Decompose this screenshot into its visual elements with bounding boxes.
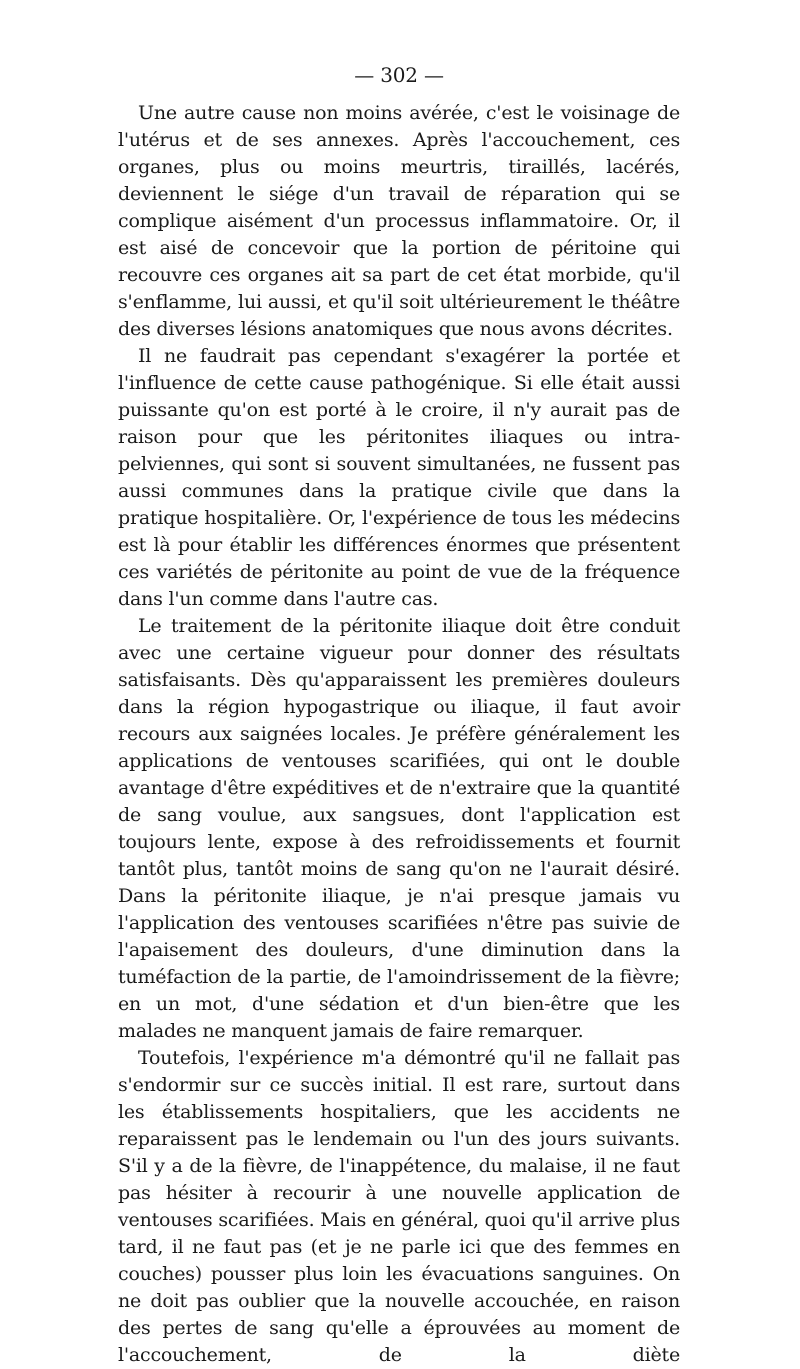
page-number: — 302 — — [354, 63, 444, 87]
paragraph-3: Le traitement de la péritonite iliaque doit être conduit avec une certaine vigueur pour donner des résultats satisfaisants. Dès qu'apparaissent les premières douleurs dans la région hypogastrique ou iliaque, il faut avoir recours aux saignées locales. Je préfère généralement les applications de ventouses scarifiées, qui ont le double avantage d'être expéditives et de n'extraire que la quantité de sang voulue, aux sangsues, dont l'application est toujours lente, expose à des refroidissements et fournit tantôt plus, tantôt moins de sang qu'on ne l'aurait désiré. Dans la péritonite iliaque, je n'ai presque jamais vu l'application des ventouses scarifiées n'être pas suivie de l'apaisement des douleurs, d'une diminution dans la tuméfaction de la partie, de l'amoindrissement de la fièvre; en un mot, d'une sédation et d'un bien-être que les malades ne manquent jamais de faire remarquer. — [118, 615, 680, 1042]
book-page — [118, 58, 680, 1369]
paragraph-1: Une autre cause non moins avérée, c'est le voisinage de l'utérus et de ses annexes. Après l'accouchement, ces organes, plus ou moins meurtris, tiraillés, lacérés, deviennent le siége d'un travail de réparation qui se complique aisément d'un processus inflammatoire. Or, il est aisé de concevoir que la portion de péritoine qui recouvre ces organes ait sa part de cet état morbide, qu'il s'enflamme, lui aussi, et qu'il soit ultérieurement le théâtre des diverses lésions anatomiques que nous avons décrites. — [118, 102, 680, 340]
paragraph-4: Toutefois, l'expérience m'a démontré qu'il ne fallait pas s'endormir sur ce succès initial. Il est rare, surtout dans les établissements hospitaliers, que les accidents ne reparaissent pas le lendemain ou l'un des jours suivants. S'il y a de la fièvre, de l'inappétence, du malaise, il ne faut pas hésiter à recourir à une nouvelle application de ventouses scarifiées. Mais en général, quoi qu'il arrive plus tard, il ne faut pas (et je ne parle ici que des femmes en couches) pousser plus loin les évacuations sanguines. On ne doit pas oublier que la nouvelle accouchée, en raison des pertes de sang qu'elle a éprouvées au moment de l'accouchement, de la diète — [118, 1047, 680, 1366]
paragraph-2: Il ne faudrait pas cependant s'exagérer la portée et l'influence de cette cause pathogénique. Si elle était aussi puissante qu'on est porté à le croire, il n'y aurait pas de raison pour que les péritonites iliaques ou intra-pelviennes, qui sont si souvent simultanées, ne fussent pas aussi communes dans la pratique civile que dans la pratique hospitalière. Or, l'expérience de tous les médecins est là pour établir les différences énormes que présentent ces variétés de péritonite au point de vue de la fréquence dans l'un comme dans l'autre cas. — [118, 345, 680, 610]
